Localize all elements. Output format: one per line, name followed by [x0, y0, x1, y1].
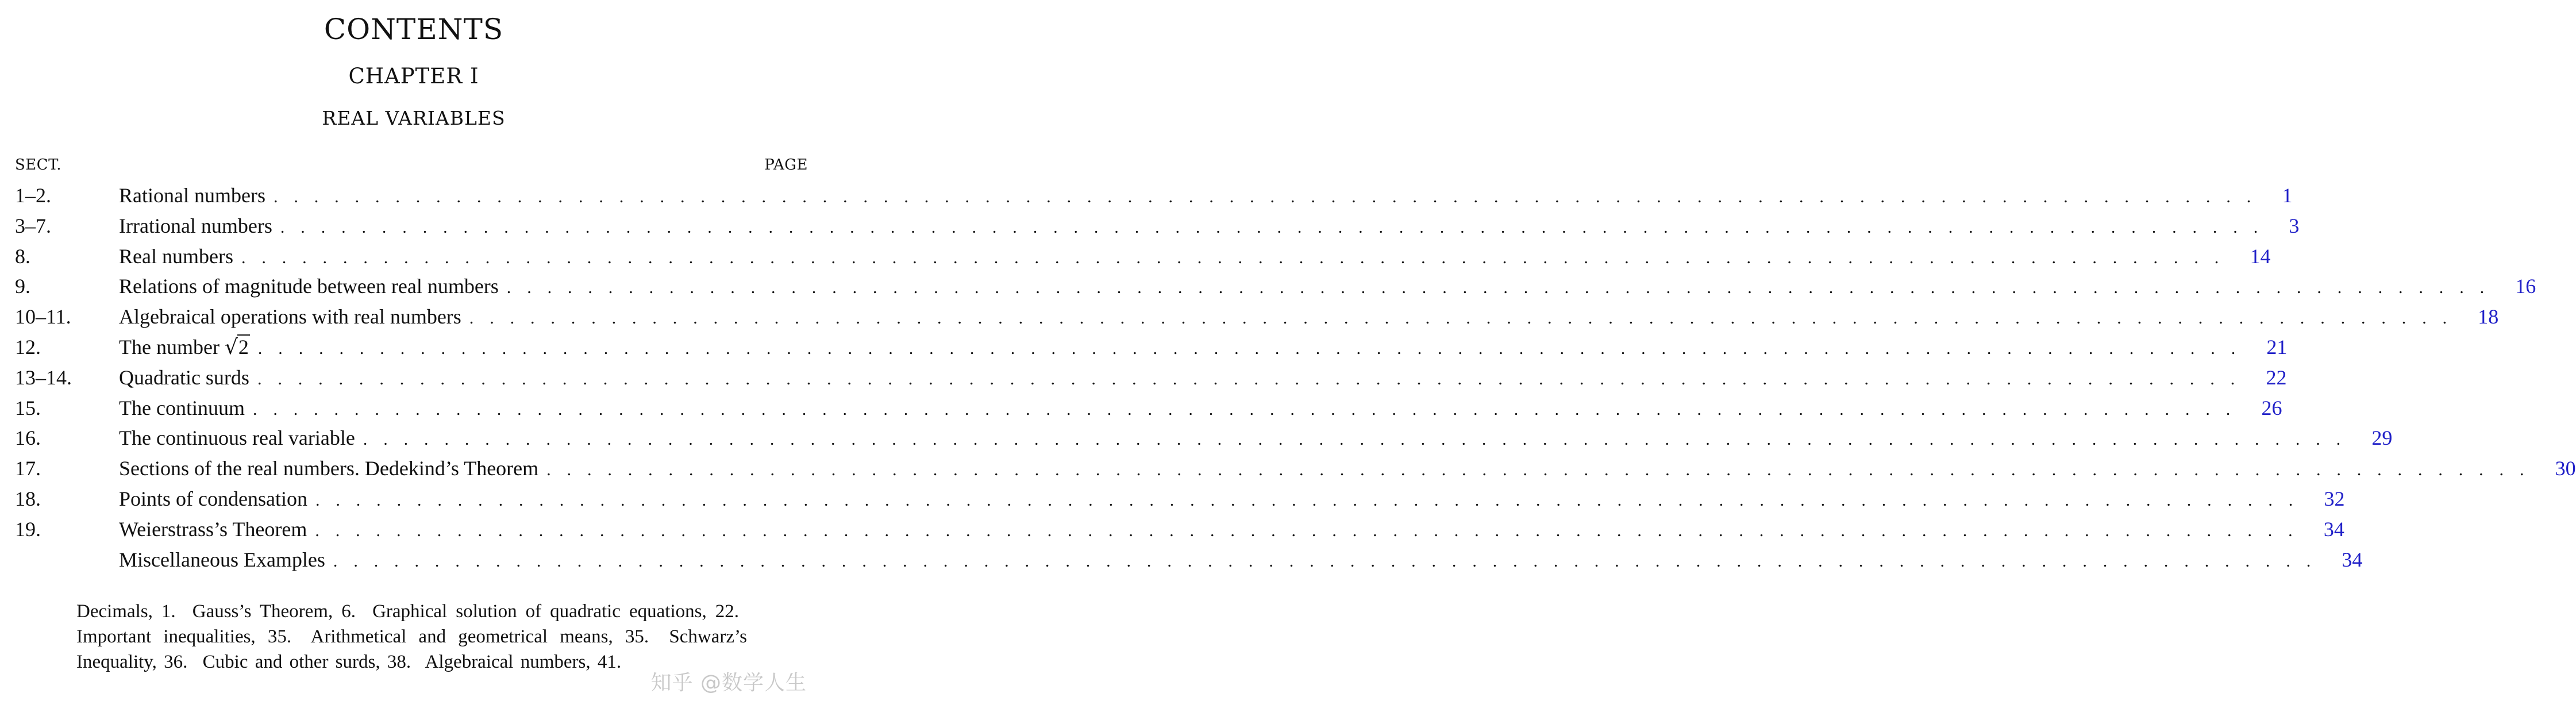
- watermark: 知乎 @数学人生: [650, 671, 807, 695]
- toc-entry[interactable]: [15, 514, 2344, 545]
- page-link[interactable]: 16: [2515, 275, 2536, 298]
- toc-entry[interactable]: [15, 241, 2271, 272]
- toc-entry[interactable]: [15, 180, 2293, 211]
- entry-title: The continuous real variable: [119, 426, 355, 450]
- section-number: 18.: [15, 487, 41, 510]
- note-item: Important inequalities, 35.: [76, 626, 292, 647]
- page-link[interactable]: 32: [2324, 487, 2345, 510]
- section-number: 3–7.: [15, 214, 51, 237]
- page-link[interactable]: 29: [2371, 426, 2393, 450]
- toc-entry[interactable]: [15, 271, 2536, 302]
- section-number: 16.: [15, 426, 41, 450]
- page-link[interactable]: 26: [2261, 396, 2282, 419]
- entry-title: Algebraical operations with real numbers: [119, 305, 461, 329]
- note-item: Graphical solution of quadratic equations, 22.: [372, 601, 740, 622]
- toc-entry[interactable]: [15, 302, 2499, 332]
- entry-title: Points of condensation: [119, 487, 307, 510]
- dot-leader: . . . . . . . . . . . . . . . . . . . . . . . . . . . . . . . . . . . . . . . . . . . . . . . . . . . . . . . . . . . . . . . . . . . . . . . . . . . . . . . . . . . . . . . . . . . . . . . . . .: [546, 460, 2530, 480]
- chapter-subtitle: REAL VARIABLES: [322, 107, 506, 129]
- page-link[interactable]: 34: [2323, 517, 2344, 541]
- dot-leader: . . . . . . . . . . . . . . . . . . . . . . . . . . . . . . . . . . . . . . . . . . . . . . . . . . . . . . . . . . . . . . . . . . . . . . . . . . . . . . . . . . . . . . . . . . . . . . . . . .: [315, 521, 2298, 540]
- entry-title: The continuum: [119, 396, 245, 419]
- toc-entry[interactable]: [15, 393, 2282, 423]
- page-link[interactable]: 22: [2266, 365, 2287, 389]
- sqrt-radicand: 2: [238, 335, 249, 359]
- section-number: 17.: [15, 457, 41, 480]
- toc-entry[interactable]: [15, 484, 2345, 514]
- section-number: 19.: [15, 517, 41, 541]
- page-link[interactable]: 14: [2250, 244, 2271, 268]
- page-link[interactable]: 21: [2266, 335, 2288, 359]
- entry-title: Real numbers: [119, 244, 233, 268]
- dot-leader: . . . . . . . . . . . . . . . . . . . . . . . . . . . . . . . . . . . . . . . . . . . . . . . . . . . . . . . . . . . . . . . . . . . . . . . . . . . . . . . . . . . . . . . . . . . . . . . . . .: [280, 217, 2264, 237]
- toc-entry[interactable]: [15, 423, 2393, 453]
- dot-leader: . . . . . . . . . . . . . . . . . . . . . . . . . . . . . . . . . . . . . . . . . . . . . . . . . . . . . . . . . . . . . . . . . . . . . . . . . . . . . . . . . . . . . . . . . . . . . . . . . .: [241, 248, 2225, 267]
- note-item: Algebraical numbers, 41.: [425, 652, 622, 672]
- entry-title: Weierstrass’s Theorem: [119, 517, 307, 541]
- entry-title-text: The number: [119, 335, 220, 359]
- section-number: 9.: [15, 275, 30, 298]
- chapter-notes: [76, 599, 747, 675]
- entry-title: Relations of magnitude between real numbers: [119, 275, 499, 298]
- section-number: 8.: [15, 244, 30, 268]
- dot-leader: . . . . . . . . . . . . . . . . . . . . . . . . . . . . . . . . . . . . . . . . . . . . . . . . . . . . . . . . . . . . . . . . . . . . . . . . . . . . . . . . . . . . . . . . . . . . . . . . . .: [273, 187, 2257, 206]
- page-link[interactable]: 3: [2289, 214, 2300, 237]
- entry-title: Irrational numbers: [119, 214, 272, 237]
- dot-leader: . . . . . . . . . . . . . . . . . . . . . . . . . . . . . . . . . . . . . . . . . . . . . . . . . . . . . . . . . . . . . . . . . . . . . . . . . . . . . . . . . . . . . . . . . . . . . . . . . .: [315, 490, 2299, 510]
- toc-list: [15, 180, 2576, 575]
- page-link[interactable]: 30: [2555, 457, 2576, 480]
- section-number: 15.: [15, 396, 41, 419]
- section-number: 12.: [15, 335, 41, 359]
- dot-leader: . . . . . . . . . . . . . . . . . . . . . . . . . . . . . . . . . . . . . . . . . . . . . . . . . . . . . . . . . . . . . . . . . . . . . . . . . . . . . . . . . . . . . . . . . . . . . . . . . .: [333, 551, 2317, 571]
- entry-title-sqrt2: [119, 332, 258, 363]
- section-number: 10–11.: [15, 305, 71, 329]
- toc-entry[interactable]: [15, 545, 2363, 575]
- toc-entry[interactable]: [15, 211, 2300, 241]
- entry-title: Quadratic surds: [119, 365, 249, 389]
- toc-entry[interactable]: [15, 332, 2288, 363]
- toc-entry[interactable]: [15, 363, 2287, 393]
- sqrt-symbol: √: [224, 335, 238, 359]
- entry-title: Rational numbers: [119, 184, 265, 207]
- note-item: Arithmetical and geometrical means, 35.: [310, 626, 649, 647]
- page-link[interactable]: 18: [2478, 305, 2499, 329]
- note-item: Gauss’s Theorem, 6.: [192, 601, 356, 622]
- page-link[interactable]: 34: [2342, 548, 2363, 571]
- section-number: 13–14.: [15, 365, 72, 389]
- toc-entry[interactable]: [15, 453, 2576, 484]
- note-item: Decimals, 1.: [76, 601, 176, 622]
- page-column-header: PAGE: [764, 156, 808, 174]
- entry-title: Sections of the real numbers. Dedekind’s Theorem: [119, 457, 539, 480]
- dot-leader: . . . . . . . . . . . . . . . . . . . . . . . . . . . . . . . . . . . . . . . . . . . . . . . . . . . . . . . . . . . . . . . . . . . . . . . . . . . . . . . . . . . . . . . . . . . . . . . . . .: [257, 338, 2242, 358]
- page-link[interactable]: 1: [2282, 184, 2293, 207]
- dot-leader: . . . . . . . . . . . . . . . . . . . . . . . . . . . . . . . . . . . . . . . . . . . . . . . . . . . . . . . . . . . . . . . . . . . . . . . . . . . . . . . . . . . . . . . . . . . . . . . . . .: [363, 430, 2347, 449]
- dot-leader: . . . . . . . . . . . . . . . . . . . . . . . . . . . . . . . . . . . . . . . . . . . . . . . . . . . . . . . . . . . . . . . . . . . . . . . . . . . . . . . . . . . . . . . . . . . . . . . . . .: [469, 309, 2453, 328]
- sect-column-header: SECT.: [15, 156, 61, 174]
- chapter-heading: CHAPTER I: [348, 64, 479, 88]
- section-number: 1–2.: [15, 184, 51, 207]
- entry-title: Miscellaneous Examples: [119, 548, 325, 571]
- dot-leader: . . . . . . . . . . . . . . . . . . . . . . . . . . . . . . . . . . . . . . . . . . . . . . . . . . . . . . . . . . . . . . . . . . . . . . . . . . . . . . . . . . . . . . . . . . . . . . . . . .: [506, 278, 2490, 298]
- dot-leader: . . . . . . . . . . . . . . . . . . . . . . . . . . . . . . . . . . . . . . . . . . . . . . . . . . . . . . . . . . . . . . . . . . . . . . . . . . . . . . . . . . . . . . . . . . . . . . . . . .: [257, 369, 2241, 388]
- note-item: Schwarz’s Inequality, 36.: [76, 626, 747, 672]
- note-item: Cubic and other surds, 38.: [202, 652, 411, 672]
- contents-title: CONTENTS: [324, 13, 504, 46]
- dot-leader: . . . . . . . . . . . . . . . . . . . . . . . . . . . . . . . . . . . . . . . . . . . . . . . . . . . . . . . . . . . . . . . . . . . . . . . . . . . . . . . . . . . . . . . . . . . . . . . . . .: [252, 399, 2236, 419]
